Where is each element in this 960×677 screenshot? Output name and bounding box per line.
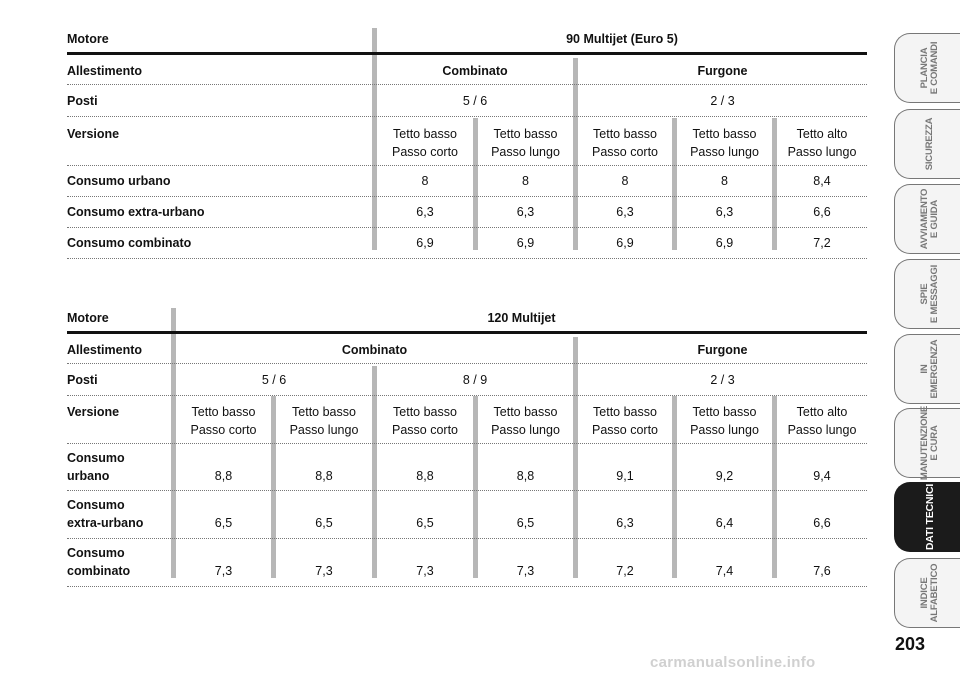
value-cell: 6,5 [315, 516, 333, 530]
allestimento-combinato: Combinato [341, 343, 408, 357]
motore-label: Motore [67, 311, 109, 325]
tab-manutenzione-e-cura[interactable]: MANUTENZIONE E CURA [894, 408, 960, 478]
versione-cell: Tetto basso Passo lungo [491, 405, 560, 437]
versione-cell: Tetto basso Passo lungo [690, 405, 759, 437]
versione-cell: Tetto basso Passo lungo [491, 127, 560, 159]
row-versione [67, 396, 867, 444]
value-cell: 6,9 [715, 236, 734, 250]
row-versione [67, 117, 867, 166]
value-cell: 7,6 [813, 564, 831, 578]
row-motore [67, 28, 867, 55]
row-allestimento [67, 334, 867, 364]
motore-label: Motore [67, 32, 109, 46]
row-consumo-urbano [67, 166, 867, 197]
versione-cell: Tetto alto Passo lungo [787, 405, 857, 437]
value-cell: 6,9 [416, 236, 434, 250]
row-consumo-combinato [67, 539, 867, 587]
value-cell: 7,3 [516, 564, 535, 578]
tab-plancia-e-comandi[interactable]: PLANCIA E COMANDI [894, 33, 960, 103]
value-cell: 7,2 [616, 564, 634, 578]
value-cell: 6,5 [516, 516, 535, 530]
row-label: Consumo urbano [67, 174, 171, 188]
posti-label: Posti [67, 94, 98, 108]
allestimento-furgone: Furgone [697, 343, 748, 357]
value-cell: 6,3 [416, 205, 434, 219]
motore-value: 120 Multijet [487, 311, 556, 325]
tab-avviamento-e-guida[interactable]: AVVIAMENTO E GUIDA [894, 184, 960, 254]
allestimento-label: Allestimento [67, 64, 143, 78]
value-cell: 8,8 [416, 469, 434, 483]
tab-in-emergenza[interactable]: IN EMERGENZA [894, 334, 960, 404]
allestimento-furgone: Furgone [697, 64, 748, 78]
posti-combinato: 5 / 6 [462, 94, 488, 108]
versione-cell: Tetto alto Passo lungo [787, 127, 857, 159]
table-90-multijet [67, 28, 867, 259]
versione-cell: Tetto basso Passo corto [190, 405, 257, 437]
row-posti [67, 85, 867, 117]
value-cell: 7,3 [315, 564, 333, 578]
row-allestimento [67, 55, 867, 85]
value-cell: 7,2 [813, 236, 831, 250]
posti-cell: 5 / 6 [261, 373, 287, 387]
row-consumo-extra-urbano [67, 197, 867, 228]
value-cell: 6,4 [715, 516, 734, 530]
versione-cell: Tetto basso Passo lungo [690, 127, 759, 159]
value-cell: 6,6 [813, 205, 831, 219]
allestimento-combinato: Combinato [442, 64, 508, 78]
value-cell: 7,3 [214, 564, 233, 578]
value-cell: 6,3 [715, 205, 734, 219]
versione-cell: Tetto basso Passo corto [391, 405, 458, 437]
row-motore [67, 308, 867, 334]
value-cell: 8,8 [214, 469, 233, 483]
row-label: Consumo combinato [67, 236, 192, 250]
chapter-tabs [894, 0, 960, 677]
row-label: Consumo extra-urbano [67, 205, 205, 219]
value-cell: 8,8 [516, 469, 535, 483]
row-label: Consumo combinato [67, 546, 131, 578]
tab-spie-e-messaggi[interactable]: SPIE E MESSAGGI [894, 259, 960, 329]
value-cell: 6,3 [516, 205, 535, 219]
tab-indice-alfabetico[interactable]: INDICE ALFABETICO [894, 558, 960, 628]
allestimento-label: Allestimento [67, 343, 143, 357]
row-consumo-extra-urbano [67, 491, 867, 539]
posti-cell: 2 / 3 [710, 373, 735, 387]
posti-label: Posti [67, 373, 98, 387]
table-120-multijet [67, 308, 867, 587]
value-cell: 6,9 [616, 236, 634, 250]
row-label: Consumo urbano [67, 451, 125, 483]
value-cell: 8 [621, 174, 629, 188]
value-cell: 8 [522, 174, 529, 188]
value-cell: 6,5 [214, 516, 233, 530]
versione-cell: Tetto basso Passo corto [591, 127, 658, 159]
versione-cell: Tetto basso Passo corto [391, 127, 458, 159]
value-cell: 8 [721, 174, 728, 188]
watermark: carmanualsonline.info [650, 654, 816, 671]
row-consumo-combinato [67, 228, 867, 259]
versione-label: Versione [67, 405, 120, 419]
value-cell: 9,2 [715, 469, 734, 483]
tab-sicurezza[interactable]: SICUREZZA [894, 109, 960, 179]
row-posti [67, 364, 867, 396]
value-cell: 6,3 [616, 516, 634, 530]
value-cell: 8 [421, 174, 429, 188]
posti-furgone: 2 / 3 [710, 94, 735, 108]
value-cell: 6,3 [616, 205, 634, 219]
value-cell: 9,1 [616, 469, 634, 483]
value-cell: 8,4 [813, 174, 831, 188]
value-cell: 6,9 [516, 236, 535, 250]
value-cell: 7,3 [416, 564, 434, 578]
value-cell: 8,8 [315, 469, 333, 483]
tab-dati-tecnici[interactable]: DATI TECNICI [894, 482, 960, 552]
value-cell: 6,6 [813, 516, 831, 530]
page-number: 203 [894, 634, 926, 654]
value-cell: 9,4 [813, 469, 831, 483]
value-cell: 6,5 [416, 516, 434, 530]
value-cell: 7,4 [715, 564, 734, 578]
row-consumo-urbano [67, 444, 867, 491]
motore-value: 90 Multijet (Euro 5) [566, 32, 678, 46]
versione-cell: Tetto basso Passo lungo [289, 405, 359, 437]
posti-cell: 8 / 9 [462, 373, 488, 387]
row-label: Consumo extra-urbano [67, 498, 144, 530]
versione-label: Versione [67, 127, 120, 141]
versione-cell: Tetto basso Passo corto [591, 405, 658, 437]
